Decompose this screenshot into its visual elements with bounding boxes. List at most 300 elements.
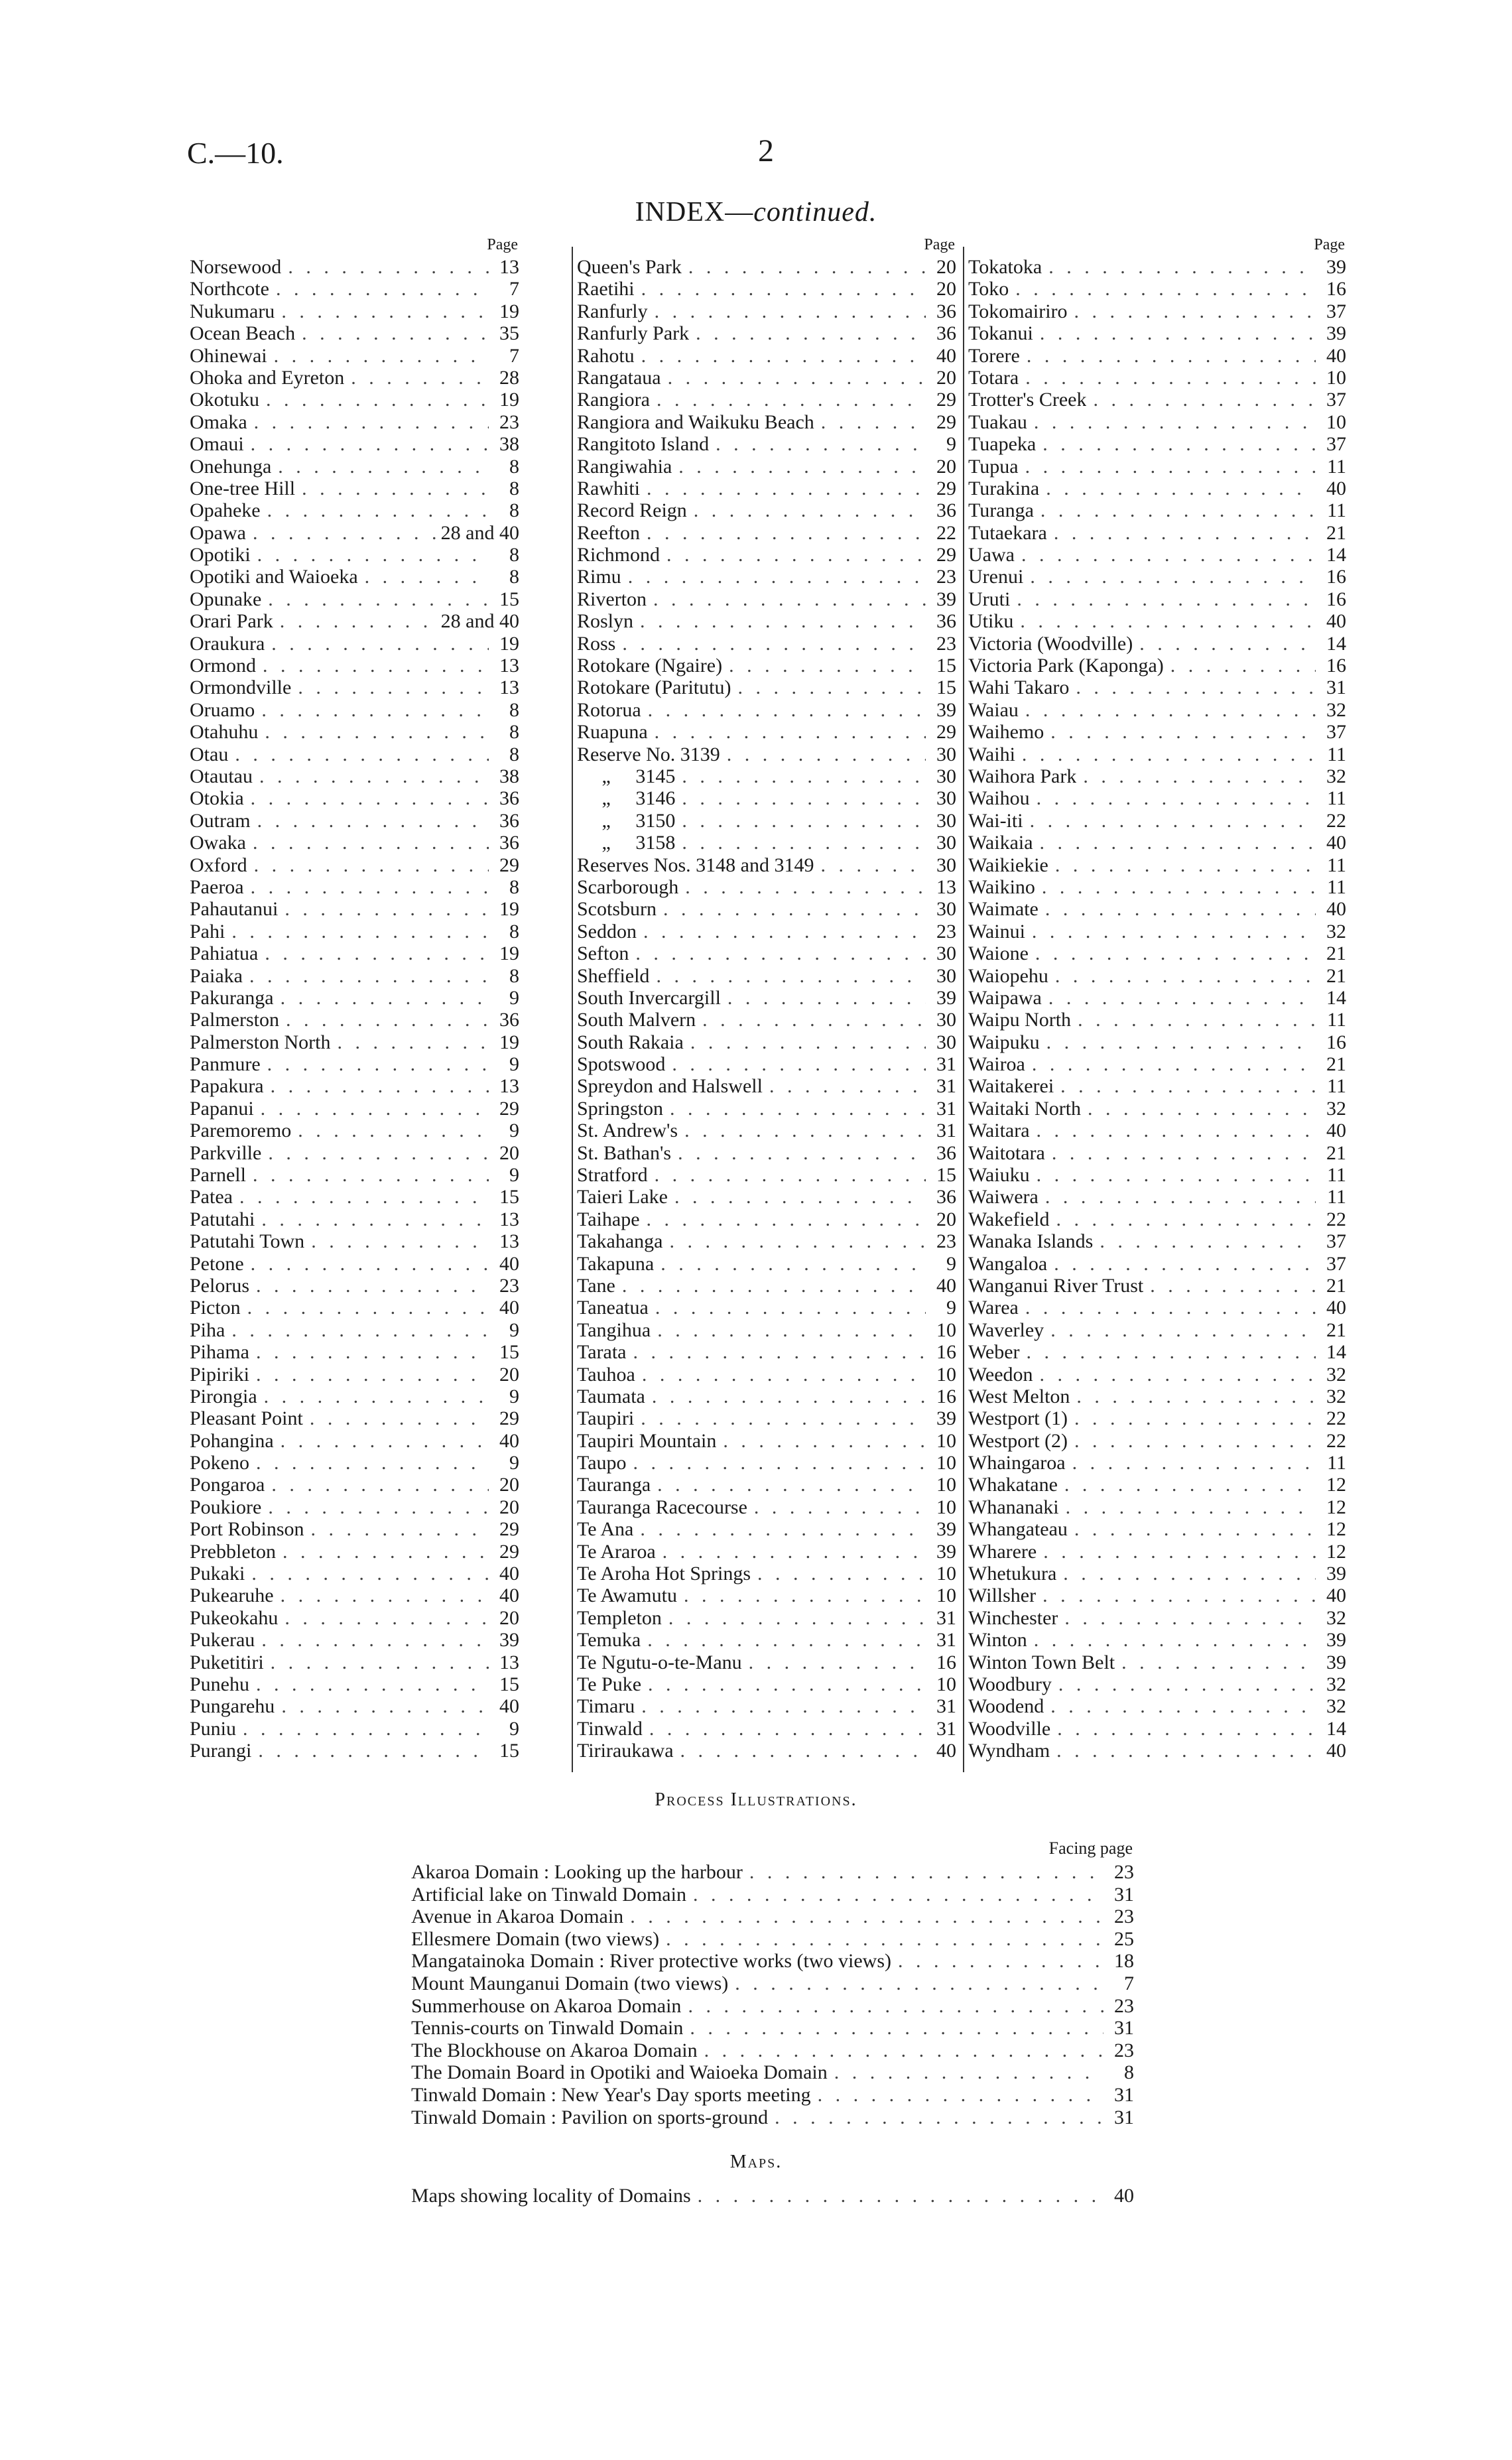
entry-page: 23 [499, 1274, 519, 1297]
entry-page: 36 [499, 1009, 519, 1031]
entry-page: 39 [936, 1407, 956, 1430]
index-entry [190, 1319, 519, 1341]
index-entry [968, 1230, 1346, 1252]
entry-name: Waiopehu [968, 964, 1048, 987]
index-entry [190, 1740, 519, 1762]
entry-name: Stratford [577, 1164, 648, 1187]
entry-page: 9 [946, 1297, 956, 1319]
index-entry [577, 1518, 956, 1540]
index-entry [577, 1474, 956, 1496]
entry-name: Takapuna [577, 1252, 655, 1275]
entry-name: Wainui [968, 920, 1025, 942]
index-entry [577, 1031, 956, 1053]
leader-dots [648, 1164, 926, 1186]
leader-dots [649, 1297, 926, 1319]
entry-name: Temuka [577, 1629, 641, 1651]
index-entry [968, 300, 1346, 322]
entry-page: 21 [1326, 942, 1346, 965]
entry-name: Punehu [190, 1673, 249, 1695]
entry-name: St. Andrew's [577, 1120, 678, 1142]
leader-dots [1056, 1563, 1316, 1585]
index-entry [577, 677, 956, 698]
entry-name: Totara [968, 366, 1019, 389]
entry-page: 22 [1326, 1407, 1346, 1430]
leader-dots [647, 588, 926, 610]
entry-page: 36 [936, 322, 956, 345]
entry-name: Otau [190, 743, 229, 765]
entry-name: Waimate [968, 898, 1039, 921]
leader-dots [1047, 1253, 1316, 1275]
entry-page: 8 [509, 566, 519, 588]
index-entry [968, 1120, 1346, 1141]
index-entry [968, 389, 1346, 411]
entry-page: 20 [936, 366, 956, 389]
entry-name: Rahotu [577, 344, 635, 367]
entry-name: Ormondville [190, 677, 292, 699]
entry-name: Timaru [577, 1695, 635, 1718]
index-entry [190, 721, 519, 743]
entry-page: 23 [1114, 1906, 1134, 1928]
entry-name: Papanui [190, 1097, 254, 1120]
entry-name: Pongaroa [190, 1474, 265, 1496]
entry-page: 13 [499, 1230, 519, 1253]
index-entry [411, 2039, 1134, 2062]
entry-page: 8 [509, 455, 519, 478]
entry-page: 29 [936, 411, 956, 433]
index-entry [190, 898, 519, 920]
index-entry [190, 699, 519, 721]
leader-dots [716, 1430, 926, 1452]
index-entry [577, 300, 956, 322]
entry-page: 40 [1326, 1297, 1346, 1319]
index-entry [577, 1275, 956, 1297]
entry-page: 16 [936, 1385, 956, 1407]
index-entry [190, 1518, 519, 1540]
index-entry [190, 1607, 519, 1629]
entry-page: 22 [1326, 1208, 1346, 1230]
index-entry [968, 1075, 1346, 1097]
entry-page: 10 [936, 1429, 956, 1452]
index-entry [190, 522, 519, 544]
entry-name: South Rakaia [577, 1031, 684, 1053]
index-column-2 [577, 236, 956, 1762]
leader-dots [303, 1407, 489, 1429]
leader-dots [665, 1053, 926, 1075]
index-entry [968, 1496, 1346, 1518]
entry-name: Scarborough [577, 875, 679, 898]
entry-name: Oxford [190, 854, 247, 876]
entry-name: Pukeokahu [190, 1606, 279, 1629]
index-entry [190, 1496, 519, 1518]
entry-name: Wharere [968, 1540, 1037, 1563]
entry-page: 19 [499, 300, 519, 322]
entry-page: 23 [936, 632, 956, 655]
entry-name: Urenui [968, 566, 1024, 588]
entry-name: Omaka [190, 411, 247, 433]
index-entry [968, 699, 1346, 721]
index-entry [968, 1275, 1346, 1297]
facing-page-heading: Facing page [1048, 1839, 1133, 1858]
index-entry [577, 965, 956, 987]
leader-dots [648, 300, 926, 322]
index-entry [190, 677, 519, 698]
entry-page: 37 [1326, 1252, 1346, 1275]
entry-page: 23 [1114, 1861, 1134, 1883]
index-entry [968, 522, 1346, 544]
leader-dots [645, 1386, 926, 1407]
entry-page: 35 [499, 322, 519, 345]
entry-page: 8 [509, 698, 519, 721]
index-entry [577, 478, 956, 499]
index-entry [190, 810, 519, 832]
entry-name: Trotter's Creek [968, 389, 1087, 411]
leader-dots [264, 1651, 489, 1673]
entry-name: Spotswood [577, 1053, 666, 1076]
entry-page: 39 [936, 986, 956, 1009]
entry-name: Otahuhu [190, 721, 259, 744]
index-entry [577, 522, 956, 544]
index-entry [968, 832, 1346, 854]
entry-page: 39 [936, 1540, 956, 1563]
leader-dots [814, 854, 926, 876]
index-entry [968, 1297, 1346, 1319]
leader-dots [814, 411, 926, 433]
entry-name: Waipuku [968, 1031, 1040, 1053]
entry-name: Tauhoa [577, 1363, 635, 1386]
entry-page: 29 [499, 854, 519, 876]
index-entry [577, 1541, 956, 1563]
entry-page: 40 [936, 344, 956, 367]
leader-dots [281, 256, 489, 278]
index-entry [968, 566, 1346, 588]
entry-page: 21 [1326, 521, 1346, 544]
leader-dots [1070, 1386, 1316, 1407]
entry-page: 40 [1326, 1585, 1346, 1607]
index-entry [190, 1275, 519, 1297]
leader-dots [1068, 1518, 1316, 1540]
index-entry [411, 2106, 1134, 2129]
leader-dots [691, 2185, 1103, 2207]
leader-dots [678, 876, 926, 898]
leader-dots [828, 2061, 1103, 2084]
entry-page: 38 [499, 765, 519, 787]
entry-page: 36 [936, 499, 956, 522]
entry-name: Avenue in Akaroa Domain [411, 1906, 624, 1928]
index-entry [968, 456, 1346, 478]
entry-page: 12 [1326, 1496, 1346, 1518]
entry-name: Opawa [190, 521, 246, 544]
leader-dots [640, 478, 926, 499]
index-entry [577, 566, 956, 588]
entry-page: 40 [499, 1297, 519, 1319]
entry-name: Northcote [190, 278, 269, 300]
entry-page: 16 [1326, 566, 1346, 588]
index-entry [968, 633, 1346, 655]
index-entry [577, 1673, 956, 1695]
entry-name: „ 3146 [577, 787, 676, 810]
leader-dots [763, 1075, 926, 1097]
leader-dots [249, 1452, 489, 1474]
index-entry [577, 987, 956, 1009]
entry-name: Tennis-courts on Tinwald Domain [411, 2017, 684, 2039]
entry-name: Outram [190, 809, 251, 832]
index-entry [190, 1341, 519, 1363]
index-entry [577, 1607, 956, 1629]
leader-dots [1143, 1275, 1316, 1297]
index-entry [190, 499, 519, 521]
leader-dots [246, 522, 437, 544]
leader-dots [674, 1740, 926, 1762]
entry-page: 14 [1326, 1717, 1346, 1740]
index-entry [190, 389, 519, 411]
index-entry [968, 1186, 1346, 1208]
leader-dots [1030, 787, 1316, 809]
index-entry [190, 566, 519, 588]
index-entry [968, 1253, 1346, 1275]
entry-page: 8 [509, 544, 519, 566]
leader-dots [678, 1120, 926, 1141]
entry-page: 10 [936, 1673, 956, 1695]
entry-page: 36 [936, 300, 956, 322]
entry-page: 8 [509, 743, 519, 765]
entry-name: Raetihi [577, 278, 635, 300]
entry-page: 7 [1124, 1972, 1134, 1994]
index-entry [190, 1585, 519, 1606]
index-entry [968, 1474, 1346, 1496]
entry-name: Victoria (Woodville) [968, 632, 1133, 655]
leader-dots [656, 1541, 926, 1563]
index-entry [968, 1740, 1346, 1762]
index-entry [190, 1230, 519, 1252]
entry-name: Owaka [190, 832, 246, 854]
index-entry [190, 456, 519, 478]
entry-page: 31 [936, 1629, 956, 1651]
index-entry [190, 1297, 519, 1319]
entry-page: 8 [1124, 2061, 1134, 2084]
entry-name: Palmerston [190, 1009, 279, 1031]
entry-name: Te Awamutu [577, 1585, 677, 1607]
entry-name: Tinwald [577, 1717, 643, 1740]
leader-dots [1052, 1673, 1316, 1695]
entry-name: Waipu North [968, 1009, 1072, 1031]
index-entry [968, 1319, 1346, 1341]
entry-page: 23 [936, 566, 956, 588]
entry-page: 40 [1326, 477, 1346, 499]
index-entry [968, 1518, 1346, 1540]
entry-name: Ocean Beach [190, 322, 296, 345]
entry-page: 37 [1326, 300, 1346, 322]
entry-name: Waihora Park [968, 765, 1077, 787]
index-entry [968, 965, 1346, 987]
leader-dots [1044, 1319, 1316, 1341]
index-entry [577, 345, 956, 367]
leader-dots [304, 1518, 489, 1540]
index-entry [968, 854, 1346, 876]
leader-dots [1086, 389, 1316, 411]
leader-dots [1066, 1452, 1316, 1474]
entry-page: 30 [936, 787, 956, 810]
index-entry [190, 1629, 519, 1651]
entry-page: 8 [509, 875, 519, 898]
entry-name: The Domain Board in Opotiki and Waioeka Domain [411, 2061, 828, 2084]
leader-dots [660, 544, 926, 566]
entry-page: 29 [936, 544, 956, 566]
entry-page: 39 [936, 1518, 956, 1541]
index-entry [968, 256, 1346, 278]
leader-dots [1047, 522, 1316, 544]
leader-dots [675, 832, 926, 854]
entry-name: Opotiki and Waioeka [190, 566, 358, 588]
leader-dots [1030, 1120, 1316, 1141]
entry-page: 15 [936, 655, 956, 677]
leader-dots [249, 1673, 489, 1695]
leader-dots [1019, 367, 1316, 389]
entry-page: 30 [936, 898, 956, 921]
index-entry [190, 300, 519, 322]
leader-dots [640, 1208, 926, 1230]
entry-page: 15 [499, 588, 519, 610]
entry-page: 15 [936, 1164, 956, 1187]
entry-name: Turakina [968, 477, 1040, 499]
entry-page: 9 [509, 1717, 519, 1740]
entry-name: Akaroa Domain : Looking up the harbour [411, 1861, 743, 1883]
entry-page: 32 [1326, 1606, 1346, 1629]
index-entry [577, 1009, 956, 1031]
entry-page: 28 and 40 [440, 610, 519, 633]
entry-page: 13 [499, 1651, 519, 1673]
index-entry [190, 965, 519, 987]
leader-dots [255, 1208, 489, 1230]
index-entry [968, 1563, 1346, 1585]
index-entry [968, 721, 1346, 743]
leader-dots [257, 1386, 489, 1407]
entry-name: Uruti [968, 588, 1011, 610]
leader-dots [273, 610, 437, 632]
entry-name: Pukearuhe [190, 1585, 274, 1607]
entry-page: 28 and 40 [440, 521, 519, 544]
entry-page: 14 [1326, 632, 1346, 655]
index-entry [577, 810, 956, 832]
entry-name: Pokeno [190, 1452, 249, 1474]
index-entry [190, 1164, 519, 1186]
leader-dots [251, 810, 489, 832]
entry-name: Reefton [577, 521, 640, 544]
entry-name: Pahautanui [190, 898, 279, 921]
index-entry [190, 1142, 519, 1164]
entry-name: Te Araroa [577, 1540, 656, 1563]
entry-page: 11 [1327, 854, 1346, 876]
entry-name: Summerhouse on Akaroa Domain [411, 1994, 682, 2017]
entry-name: Weedon [968, 1363, 1033, 1386]
index-entry [190, 478, 519, 499]
entry-name: Orari Park [190, 610, 273, 633]
entry-name: Pleasant Point [190, 1407, 303, 1430]
index-entry [968, 1430, 1346, 1452]
leader-dots [265, 633, 489, 655]
leader-dots [1039, 1186, 1316, 1208]
entry-page: 39 [499, 1629, 519, 1651]
entry-name: Pohangina [190, 1429, 274, 1452]
index-entry [968, 1407, 1346, 1429]
entry-name: Pakuranga [190, 986, 274, 1009]
index-entry [190, 1452, 519, 1474]
entry-name: Whangateau [968, 1518, 1068, 1541]
index-entry [577, 1651, 956, 1673]
index-entry [968, 367, 1346, 389]
index-entry [577, 787, 956, 809]
index-entry [968, 1695, 1346, 1717]
entry-name: Toko [968, 278, 1009, 300]
entry-page: 10 [936, 1585, 956, 1607]
entry-name: Sefton [577, 942, 629, 965]
leader-dots [291, 1120, 489, 1141]
index-entry [577, 1053, 956, 1075]
index-entry [190, 787, 519, 809]
entry-page: 36 [936, 1141, 956, 1164]
index-entry [968, 1718, 1346, 1740]
entry-name: South Invercargill [577, 986, 721, 1009]
index-entry [968, 1364, 1346, 1386]
leader-dots [1020, 345, 1316, 367]
entry-page: 16 [1326, 278, 1346, 300]
index-entry [577, 588, 956, 610]
leader-dots [1093, 1230, 1316, 1252]
entry-name: Tokomairiro [968, 300, 1068, 322]
leader-dots [259, 389, 489, 411]
leader-dots [1029, 942, 1316, 964]
entry-name: South Malvern [577, 1009, 696, 1031]
index-entry [968, 744, 1346, 765]
entry-name: Uawa [968, 544, 1015, 566]
leader-dots [253, 765, 489, 787]
document-code: C.—10. [187, 136, 284, 170]
entry-name: Seddon [577, 920, 637, 942]
entry-name: Mount Maunganui Domain (two views) [411, 1972, 729, 1994]
leader-dots [274, 1430, 489, 1452]
entry-page: 14 [1326, 986, 1346, 1009]
index-entry [190, 411, 519, 433]
entry-page: 40 [1326, 344, 1346, 367]
entry-page: 39 [1326, 1629, 1346, 1651]
leader-dots [731, 677, 926, 698]
index-entry [968, 345, 1346, 367]
leader-dots [672, 456, 926, 478]
entry-page: 9 [946, 1252, 956, 1275]
leader-dots [659, 1928, 1103, 1951]
leader-dots [1058, 1474, 1316, 1496]
leader-dots [274, 1585, 489, 1606]
index-entry [190, 278, 519, 300]
leader-dots [1164, 655, 1316, 677]
entry-page: 30 [936, 743, 956, 765]
leader-dots [267, 345, 489, 367]
index-column-1 [190, 236, 519, 1762]
index-entry [190, 1120, 519, 1141]
leader-dots [274, 987, 489, 1009]
entry-name: Waihou [968, 787, 1030, 810]
leader-dots [728, 1973, 1103, 1995]
leader-dots [627, 1341, 926, 1363]
leader-dots [249, 1341, 489, 1363]
leader-dots [635, 345, 926, 367]
entry-name: Panmure [190, 1053, 261, 1076]
entry-page: 22 [936, 521, 956, 544]
leader-dots [1030, 1164, 1316, 1186]
entry-page: 11 [1327, 1452, 1346, 1474]
entry-page: 19 [499, 632, 519, 655]
entry-name: Whetukura [968, 1563, 1057, 1585]
leader-dots [1050, 1740, 1316, 1762]
